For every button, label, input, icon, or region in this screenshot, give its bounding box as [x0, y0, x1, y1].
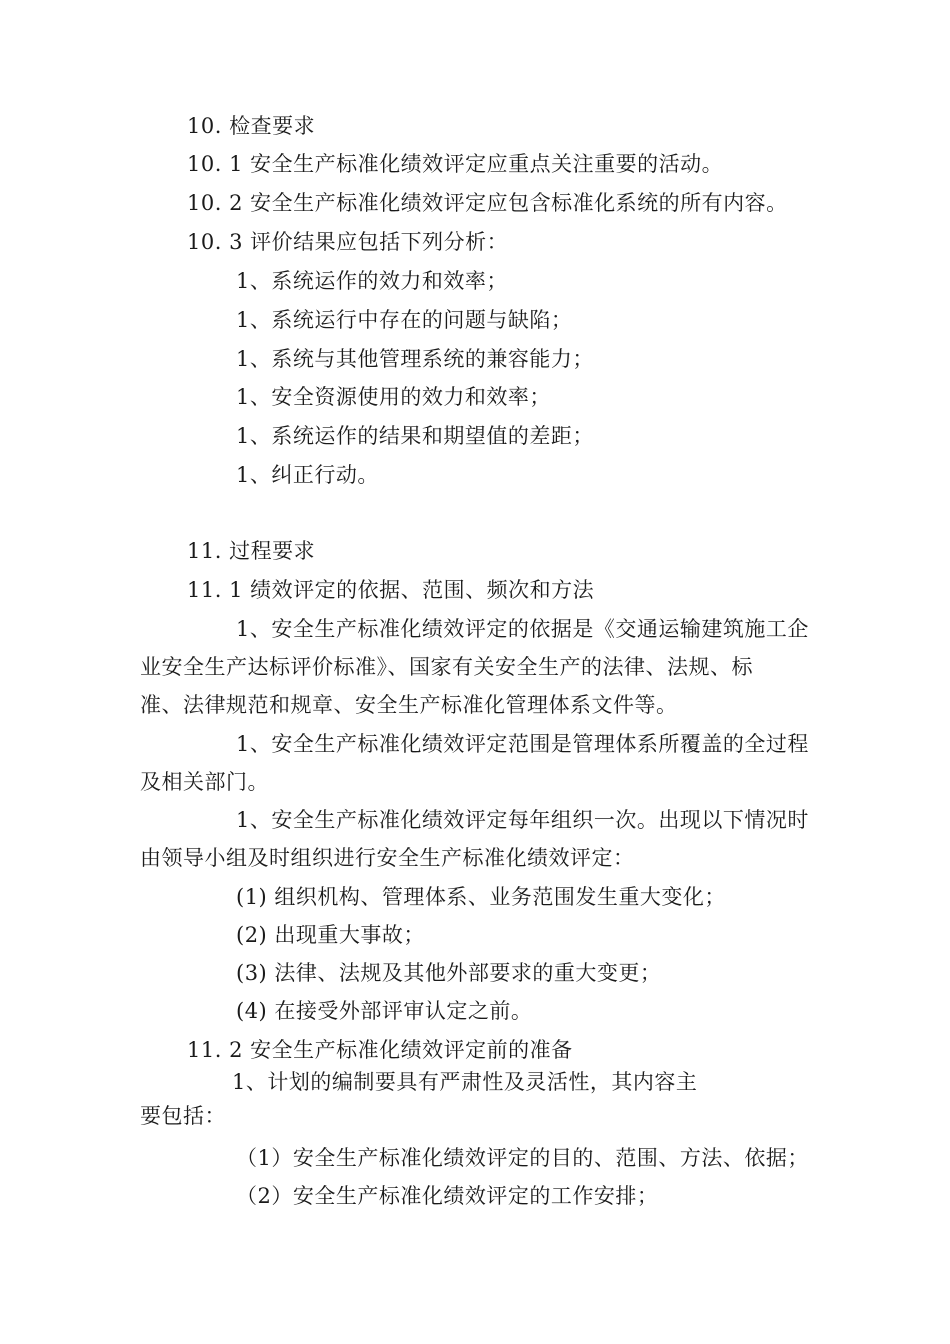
list-item: (4) 在接受外部评审认定之前。 — [236, 999, 533, 1023]
section-10-heading: 10. 检查要求 — [187, 114, 316, 138]
section-10-3: 10. 3 评价结果应包括下列分析： — [187, 230, 509, 254]
paragraph-line: 1、计划的编制要具有严肃性及灵活性，其内容主 — [232, 1070, 698, 1094]
paragraph-line: 及相关部门。 — [140, 770, 269, 794]
list-item: 1、纠正行动。 — [236, 463, 379, 487]
list-item: 1、系统运作的效力和效率； — [236, 269, 508, 293]
list-item: 1、系统运行中存在的问题与缺陷； — [236, 308, 573, 332]
list-item: (3) 法律、法规及其他外部要求的重大变更； — [236, 961, 662, 985]
section-11-1-heading: 11. 1 绩效评定的依据、范围、频次和方法 — [187, 578, 595, 602]
section-11-2-heading: 11. 2 安全生产标准化绩效评定前的准备 — [187, 1038, 573, 1062]
section-11-heading: 11. 过程要求 — [187, 539, 316, 563]
section-10-1: 10. 1 安全生产标准化绩效评定应重点关注重要的活动。 — [187, 152, 724, 176]
list-item: 1、系统运作的结果和期望值的差距； — [236, 424, 594, 448]
list-item: （2）安全生产标准化绩效评定的工作安排； — [236, 1184, 659, 1208]
paragraph-line: 准、法律规范和规章、安全生产标准化管理体系文件等。 — [140, 693, 678, 717]
paragraph-line: 业安全生产达标评价标准》、国家有关安全生产的法律、法规、标 — [140, 655, 753, 679]
list-item: (2) 出现重大事故； — [236, 923, 425, 947]
paragraph-line: 1、安全生产标准化绩效评定每年组织一次。出现以下情况时 — [236, 808, 809, 832]
paragraph-line: 1、安全生产标准化绩效评定的依据是《交通运输建筑施工企 — [236, 617, 809, 641]
section-10-2: 10. 2 安全生产标准化绩效评定应包含标准化系统的所有内容。 — [187, 191, 788, 215]
paragraph-line: 由领导小组及时组织进行安全生产标准化绩效评定： — [140, 846, 635, 870]
list-item: 1、系统与其他管理系统的兼容能力； — [236, 347, 594, 371]
list-item: (1) 组织机构、管理体系、业务范围发生重大变化； — [236, 885, 726, 909]
list-item: （1）安全生产标准化绩效评定的目的、范围、方法、依据； — [236, 1146, 809, 1170]
list-item: 1、安全资源使用的效力和效率； — [236, 385, 551, 409]
paragraph-line: 要包括： — [140, 1104, 226, 1128]
paragraph-line: 1、安全生产标准化绩效评定范围是管理体系所覆盖的全过程 — [236, 732, 809, 756]
